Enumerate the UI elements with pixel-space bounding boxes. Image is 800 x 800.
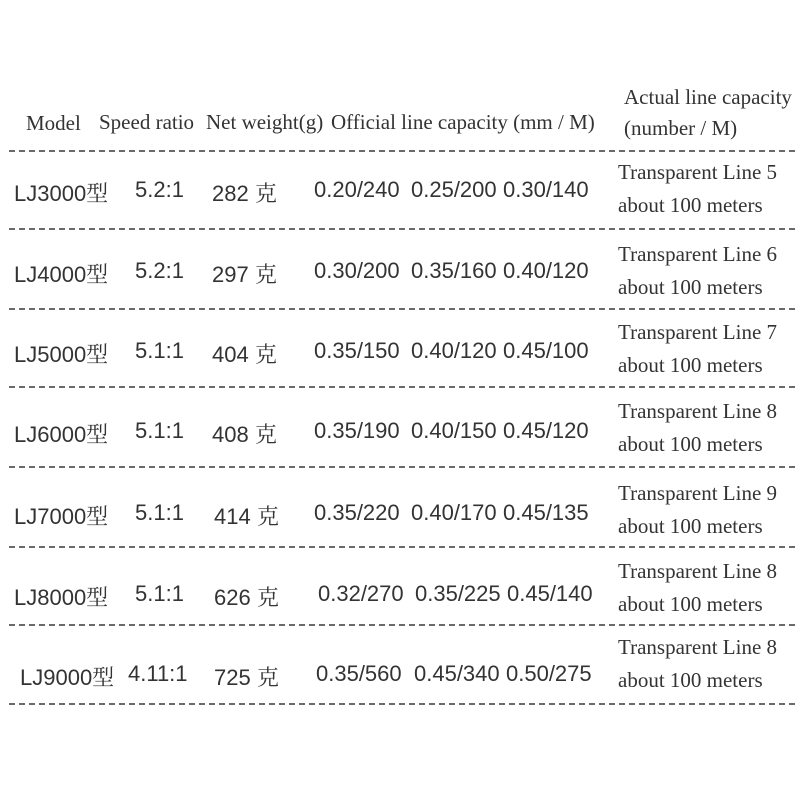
cell-actual-capacity <box>618 477 777 543</box>
table-row <box>0 388 800 466</box>
cell-capacity-3: 0.45/135 <box>503 500 589 525</box>
cell-actual-capacity <box>618 395 777 461</box>
cell-actual-capacity <box>618 555 777 621</box>
cell-actual-capacity <box>618 316 777 382</box>
table-row <box>0 152 800 230</box>
cell-net-weight: 282 克 <box>212 181 277 206</box>
cell-model: LJ7000型 <box>14 504 109 529</box>
header-speed-ratio: Speed ratio <box>99 110 195 134</box>
header-model: Model <box>26 111 81 135</box>
row-divider <box>9 703 795 705</box>
cell-actual-length: about 100 meters <box>618 275 763 299</box>
table-row <box>0 626 800 704</box>
cell-actual-line: Transparent Line 8 <box>618 559 778 583</box>
cell-capacity-1: 0.32/270 <box>318 581 404 606</box>
cell-capacity-2: 0.40/150 <box>411 418 497 443</box>
cell-actual-length: about 100 meters <box>618 353 763 377</box>
cell-actual-length: about 100 meters <box>618 432 763 456</box>
cell-capacity-1: 0.20/240 <box>314 177 400 202</box>
cell-speed-ratio: 5.2:1 <box>135 177 184 202</box>
cell-model: LJ4000型 <box>14 262 109 287</box>
cell-net-weight: 408 克 <box>212 422 277 447</box>
cell-speed-ratio: 4.11:1 <box>128 661 188 686</box>
cell-actual-capacity <box>618 156 777 222</box>
table-row <box>0 310 800 388</box>
cell-model: LJ3000型 <box>14 181 109 206</box>
cell-capacity-1: 0.35/150 <box>314 338 400 363</box>
table-row <box>0 468 800 546</box>
cell-model: LJ9000型 <box>20 665 115 690</box>
cell-capacity-3: 0.45/100 <box>503 338 589 363</box>
cell-capacity-3: 0.50/275 <box>506 661 592 686</box>
cell-actual-line: Transparent Line 8 <box>618 399 778 423</box>
cell-capacity-1: 0.35/560 <box>316 661 402 686</box>
cell-actual-length: about 100 meters <box>618 668 763 692</box>
cell-speed-ratio: 5.1:1 <box>135 338 184 363</box>
cell-actual-capacity <box>618 238 777 304</box>
cell-net-weight: 725 克 <box>214 665 279 690</box>
cell-capacity-1: 0.30/200 <box>314 258 400 283</box>
cell-capacity-2: 0.40/170 <box>411 500 497 525</box>
cell-speed-ratio: 5.1:1 <box>135 500 184 525</box>
cell-net-weight: 297 克 <box>212 262 277 287</box>
cell-capacity-2: 0.40/120 <box>411 338 497 363</box>
cell-capacity-2: 0.25/200 <box>411 177 497 202</box>
cell-actual-line: Transparent Line 9 <box>618 481 778 505</box>
cell-capacity-1: 0.35/190 <box>314 418 400 443</box>
header-actual-capacity-line2: (number / M) <box>624 116 738 140</box>
cell-capacity-3: 0.45/120 <box>503 418 589 443</box>
cell-capacity-2: 0.35/225 <box>415 581 501 606</box>
cell-speed-ratio: 5.1:1 <box>135 581 184 606</box>
header-official-capacity: Official line capacity (mm / M) <box>331 110 595 134</box>
cell-actual-line: Transparent Line 8 <box>618 635 778 659</box>
cell-net-weight: 626 克 <box>214 585 279 610</box>
cell-net-weight: 404 克 <box>212 342 277 367</box>
cell-actual-line: Transparent Line 7 <box>618 320 778 344</box>
cell-actual-line: Transparent Line 6 <box>618 242 778 266</box>
cell-capacity-1: 0.35/220 <box>314 500 400 525</box>
cell-model: LJ8000型 <box>14 585 109 610</box>
cell-model: LJ6000型 <box>14 422 109 447</box>
cell-actual-line: Transparent Line 5 <box>618 160 778 184</box>
header-actual-capacity-line1: Actual line capacity <box>624 85 792 109</box>
cell-actual-length: about 100 meters <box>618 514 763 538</box>
cell-capacity-3: 0.45/140 <box>507 581 593 606</box>
cell-capacity-2: 0.45/340 <box>414 661 500 686</box>
cell-actual-capacity <box>618 631 777 697</box>
cell-model: LJ5000型 <box>14 342 109 367</box>
cell-actual-length: about 100 meters <box>618 193 763 217</box>
cell-speed-ratio: 5.2:1 <box>135 258 184 283</box>
cell-net-weight: 414 克 <box>214 504 279 529</box>
header-net-weight: Net weight(g) <box>206 110 324 134</box>
cell-capacity-2: 0.35/160 <box>411 258 497 283</box>
table-row <box>0 230 800 308</box>
cell-speed-ratio: 5.1:1 <box>135 418 184 443</box>
cell-actual-length: about 100 meters <box>618 592 763 616</box>
cell-capacity-3: 0.30/140 <box>503 177 589 202</box>
cell-capacity-3: 0.40/120 <box>503 258 589 283</box>
table-row <box>0 548 800 626</box>
